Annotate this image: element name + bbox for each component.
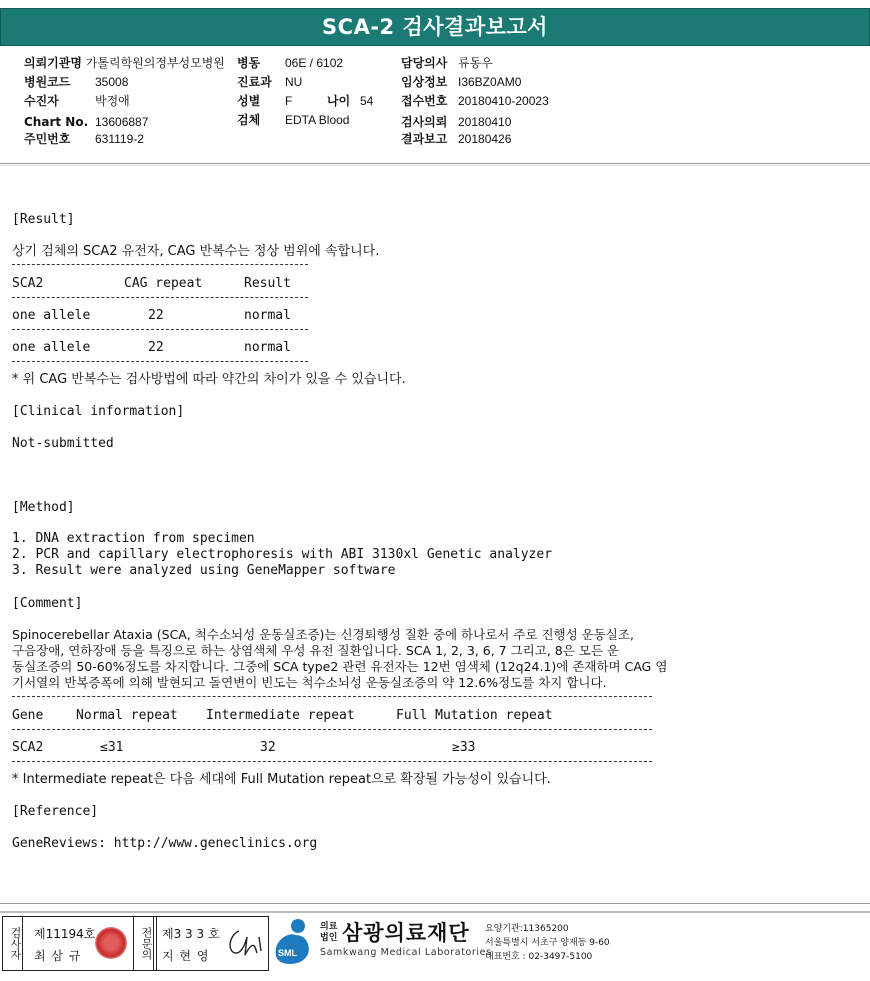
comment-line: 구음장애, 연하장애 등을 특징으로 하는 상염색체 우성 유전 질환입니다. SCA 1, 2, 3, 6, 7 그리고, 8은 모든 운 xyxy=(12,643,619,658)
comment-line: 기서열의 반복증폭에 의해 발현되고 돌연변이 빈도는 척수소뇌성 운동실조증의 약 12.6%정도를 차지 합니다. xyxy=(12,675,607,690)
method-item: 3. Result were analyzed using GeneMapper software xyxy=(12,563,396,578)
specialist-name: 지 현 영 xyxy=(162,949,210,963)
result-summary: 상기 검체의 SCA2 유전자, CAG 반복수는 정상 범위에 속합니다. xyxy=(12,244,380,259)
request-date-field: 검사의뢰 20180410 xyxy=(401,115,512,129)
examiner-license: 제11194호 xyxy=(34,927,96,941)
result-row-allele: one allele xyxy=(12,340,91,355)
cell-divider xyxy=(156,917,157,970)
org-code: 요양기관:11365200 xyxy=(485,924,569,934)
chart-no-field: Chart No. 13606887 xyxy=(24,115,149,129)
table-divider xyxy=(12,729,652,730)
result-row-cag: 22 xyxy=(148,340,164,355)
comment-heading: [Comment] xyxy=(12,596,83,611)
gene-cell-intermediate: 32 xyxy=(260,740,276,755)
report-date-field: 결과보고 20180426 xyxy=(401,132,512,146)
hospital-code-field: 병원코드 35008 xyxy=(24,75,129,89)
gene-cell-normal: ≤31 xyxy=(100,740,124,755)
gene-header-full: Full Mutation repeat xyxy=(396,708,553,723)
signature-image xyxy=(225,925,265,959)
table-divider xyxy=(12,297,308,298)
examiner-name: 최 삼 규 xyxy=(34,949,82,963)
comment-line: Spinocerebellar Ataxia (SCA, 척수소뇌성 운동실조증)는 신경퇴행성 질환 중에 하나로서 주로 진행성 운동실조, xyxy=(12,627,634,642)
report-title: SCA-2 검사결과보고서 xyxy=(0,8,870,46)
hospital-name-field: 의뢰기관명 가톨릭학원의정부성모병원 xyxy=(24,56,225,70)
sex-field: 성별 F xyxy=(237,94,293,108)
method-item: 2. PCR and capillary electrophoresis with ABI 3130xl Genetic analyzer xyxy=(12,547,553,562)
examiner-label: 검사자 xyxy=(3,917,23,970)
result-note: * 위 CAG 반복수는 검사방법에 따라 약간의 차이가 있을 수 있습니다. xyxy=(12,372,406,387)
org-phone: 대표번호 : 02-3497-5100 xyxy=(485,952,593,962)
specialist-license: 제3 3 3 호 xyxy=(162,927,220,941)
specimen-field: 검체 EDTA Blood xyxy=(237,113,350,127)
sml-logo-icon xyxy=(272,918,316,966)
org-english: Samkwang Medical Laboratories xyxy=(320,947,492,958)
result-row-result: normal xyxy=(244,340,291,355)
result-header-result: Result xyxy=(244,276,291,291)
result-row-result: normal xyxy=(244,308,291,323)
table-divider xyxy=(12,361,308,362)
table-divider xyxy=(12,329,308,330)
comment-line: 동실조증의 50-60%정도를 차지합니다. 그중에 SCA type2 관련 유전자는 12번 염색체 (12q24.1)에 존재하며 CAG 염 xyxy=(12,659,668,674)
logo-text: SML xyxy=(278,948,297,958)
resident-no-field: 주민번호 631119-2 xyxy=(24,132,144,146)
method-heading: [Method] xyxy=(12,500,75,515)
gene-note: * Intermediate repeat은 다음 세대에 Full Mutation repeat으로 확장될 가능성이 있습니다. xyxy=(12,772,551,787)
result-header-cag: CAG repeat xyxy=(124,276,203,291)
method-item: 1. DNA extraction from specimen xyxy=(12,531,255,546)
gene-header-normal: Normal repeat xyxy=(76,708,178,723)
footer-divider-bold xyxy=(0,911,870,913)
gene-header-intermediate: Intermediate repeat xyxy=(206,708,355,723)
result-header-gene: SCA2 xyxy=(12,276,44,291)
clinical-info-field: 임상정보 I36BZ0AM0 xyxy=(401,75,522,89)
table-divider xyxy=(12,761,652,762)
org-address: 서울특별시 서초구 양재동 9-60 xyxy=(485,938,610,948)
gene-cell-full: ≥33 xyxy=(452,740,476,755)
seal-stamp xyxy=(95,927,127,959)
reference-text: GeneReviews: http://www.geneclinics.org xyxy=(12,836,318,851)
department-field: 진료과 NU xyxy=(237,75,303,89)
gene-cell: SCA2 xyxy=(12,740,44,755)
header-divider-shadow xyxy=(0,165,870,166)
table-divider xyxy=(12,696,652,697)
age-field: 나이 54 xyxy=(327,94,374,108)
footer-divider xyxy=(0,903,870,904)
specialist-label: 전문의 xyxy=(133,917,154,970)
header-divider xyxy=(0,163,870,164)
patient-name-field: 수진자 박정애 xyxy=(24,94,130,108)
ward-field: 병동 06E / 6102 xyxy=(237,56,344,70)
clinical-heading: [Clinical information] xyxy=(12,404,185,419)
reference-heading: [Reference] xyxy=(12,804,99,819)
org-small-top: 의료 xyxy=(320,922,338,932)
org-name: 삼광의료재단 xyxy=(342,921,470,945)
gene-header: Gene xyxy=(12,708,44,723)
result-row-cag: 22 xyxy=(148,308,164,323)
doctor-field: 담당의사 류동우 xyxy=(401,56,493,70)
clinical-text: Not-submitted xyxy=(12,436,114,451)
result-heading: [Result] xyxy=(12,212,75,227)
table-divider xyxy=(12,264,308,265)
result-row-allele: one allele xyxy=(12,308,91,323)
receipt-no-field: 접수번호 20180410-20023 xyxy=(401,94,549,108)
org-small-bottom: 법인 xyxy=(320,933,338,943)
